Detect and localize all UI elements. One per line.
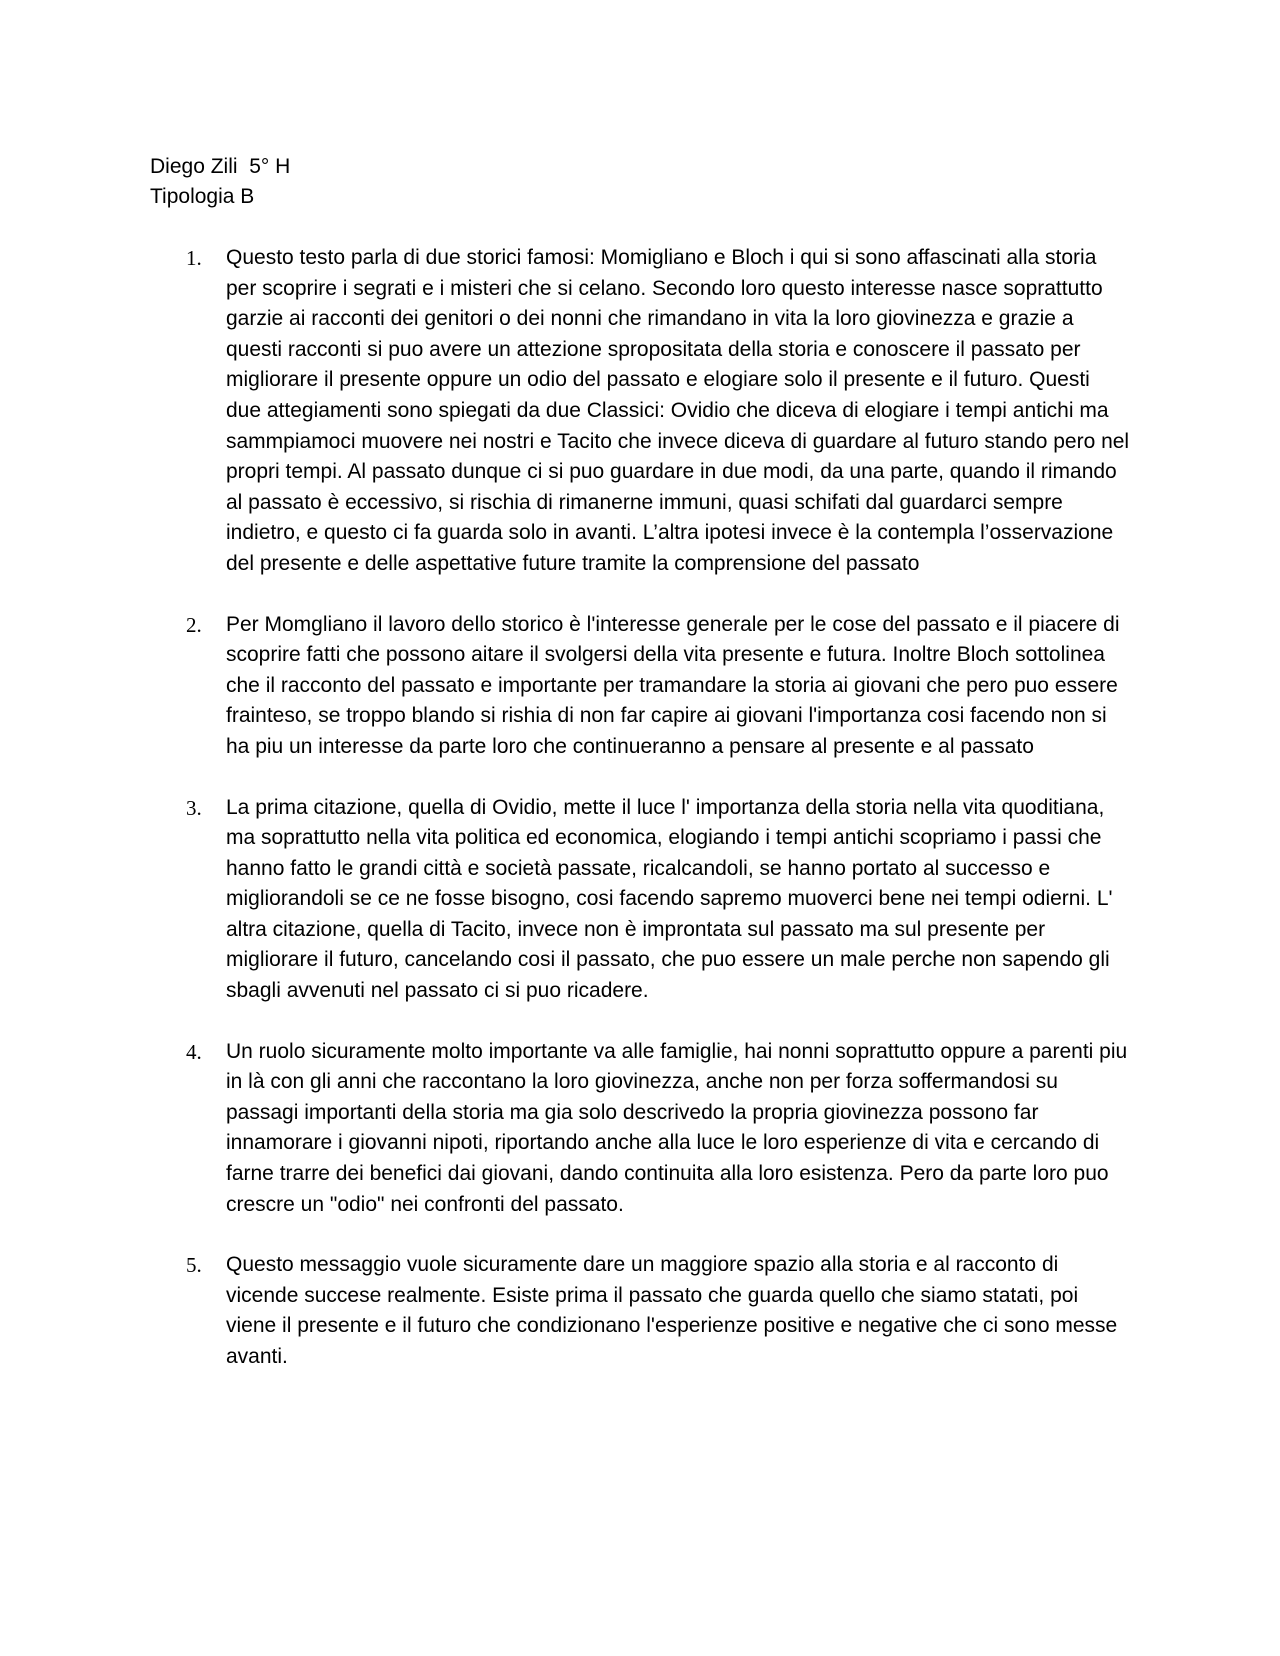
author-line: Diego Zili 5° H bbox=[150, 155, 291, 178]
document-header bbox=[150, 152, 290, 212]
answer-text-4: Un ruolo sicuramente molto importante va alle famiglie, hai nonni soprattutto oppure a parenti piu in là con gli anni che raccontano la loro giovinezza, anche non per forza soffermandosi su passagi importanti della storia ma gia solo descrivedo la propria giovinezza possono far innamorare i giovanni nipoti, riportando anche alla luce le loro esperienze di vita e cercando di farne trarre dei benefici dai giovani, dando continuita alla loro esistenza. Pero da parte loro puo crescre un "odio" nei confronti del passato. bbox=[226, 1039, 1128, 1216]
answer-text-5: Questo messaggio vuole sicuramente dare un maggiore spazio alla storia e al racconto di vicende succese realmente. Esiste prima il passato che guarda quello che siamo statati, poi viene il presente e il futuro che condizionano l'esperienze positive e negative che ci sono messe avanti. bbox=[226, 1253, 1118, 1368]
answer-item-1 bbox=[150, 243, 1130, 580]
answer-number-5: 5. bbox=[186, 1253, 202, 1278]
answer-text-3: La prima citazione, quella di Ovidio, mette il luce l' importanza della storia nella vita quoditiana, ma soprattutto nella vita politica ed economica, elogiando i tempi antichi scopriamo i passi che hanno fatto le grandi città e società passate, ricalcandoli, se hanno portato al successo e migliorandoli se ce ne fosse bisogno, cosi facendo sapremo muoverci bene nei tempi odierni. L' altra citazione, quella di Tacito, invece non è improntata sul passato ma sul presente per migliorare il futuro, cancelando cosi il passato, che puo essere un male perche non sapendo gli sbagli avvenuti nel passato ci si puo ricadere. bbox=[226, 795, 1113, 1003]
answer-text-2: Per Momgliano il lavoro dello storico è l'interesse generale per le cose del passato e il piacere di scoprire fatti che possono aitare il svolgersi della vita presente e futura. Inoltre Bloch sottolinea che il racconto del passato e importante per tramandare la storia ai giovani che pero puo essere frainteso, se troppo blando si rishia di non far capire ai giovani l'importanza cosi facendo non si ha piu un interesse da parte loro che continueranno a pensare al presente e al passato bbox=[226, 612, 1120, 758]
answer-number-1: 1. bbox=[186, 246, 202, 270]
answer-number-3: 3. bbox=[186, 795, 202, 820]
answer-number-4: 4. bbox=[186, 1039, 202, 1064]
answer-text-1: Questo testo parla di due storici famosi: Momigliano e Bloch i qui si sono affascinati alla storia per scoprire i segrati e i misteri che si celano. Secondo loro questo interesse nasce soprattutto garzie ai racconti dei genitori o dei nonni che rimandano in vita la loro giovinezza e grazie a questi racconti si puo avere un attezione spropositata della storia e conoscere il passato per migliorare il presente oppure un odio del passato e elogiare solo il presente e il futuro. Questi due attegiamenti sono spiegati da due Classici: Ovidio che diceva di elogiare i tempi antichi ma sammpiamoci muovere nei nostri e Tacito che invece diceva di guardare al futuro stando pero nel propri tempi. Al passato dunque ci si puo guardare in due modi, da una parte, quando il rimando al passato è eccessivo, si rischia di rimanerne immuni, quasi schifati dal guardarci sempre indietro, e questo ci fa guarda solo in avanti. L’altra ipotesi invece è la contempla l’osservazione del presente e delle aspettative future tramite la comprensione del passato bbox=[226, 246, 1130, 575]
answer-item-5 bbox=[150, 1250, 1130, 1372]
answer-number-2: 2. bbox=[186, 612, 202, 637]
answer-list bbox=[150, 243, 1130, 1403]
answer-item-4 bbox=[150, 1037, 1130, 1221]
answer-item-3 bbox=[150, 793, 1130, 1007]
type-line: Tipologia B bbox=[150, 185, 255, 208]
answer-item-2 bbox=[150, 610, 1130, 763]
